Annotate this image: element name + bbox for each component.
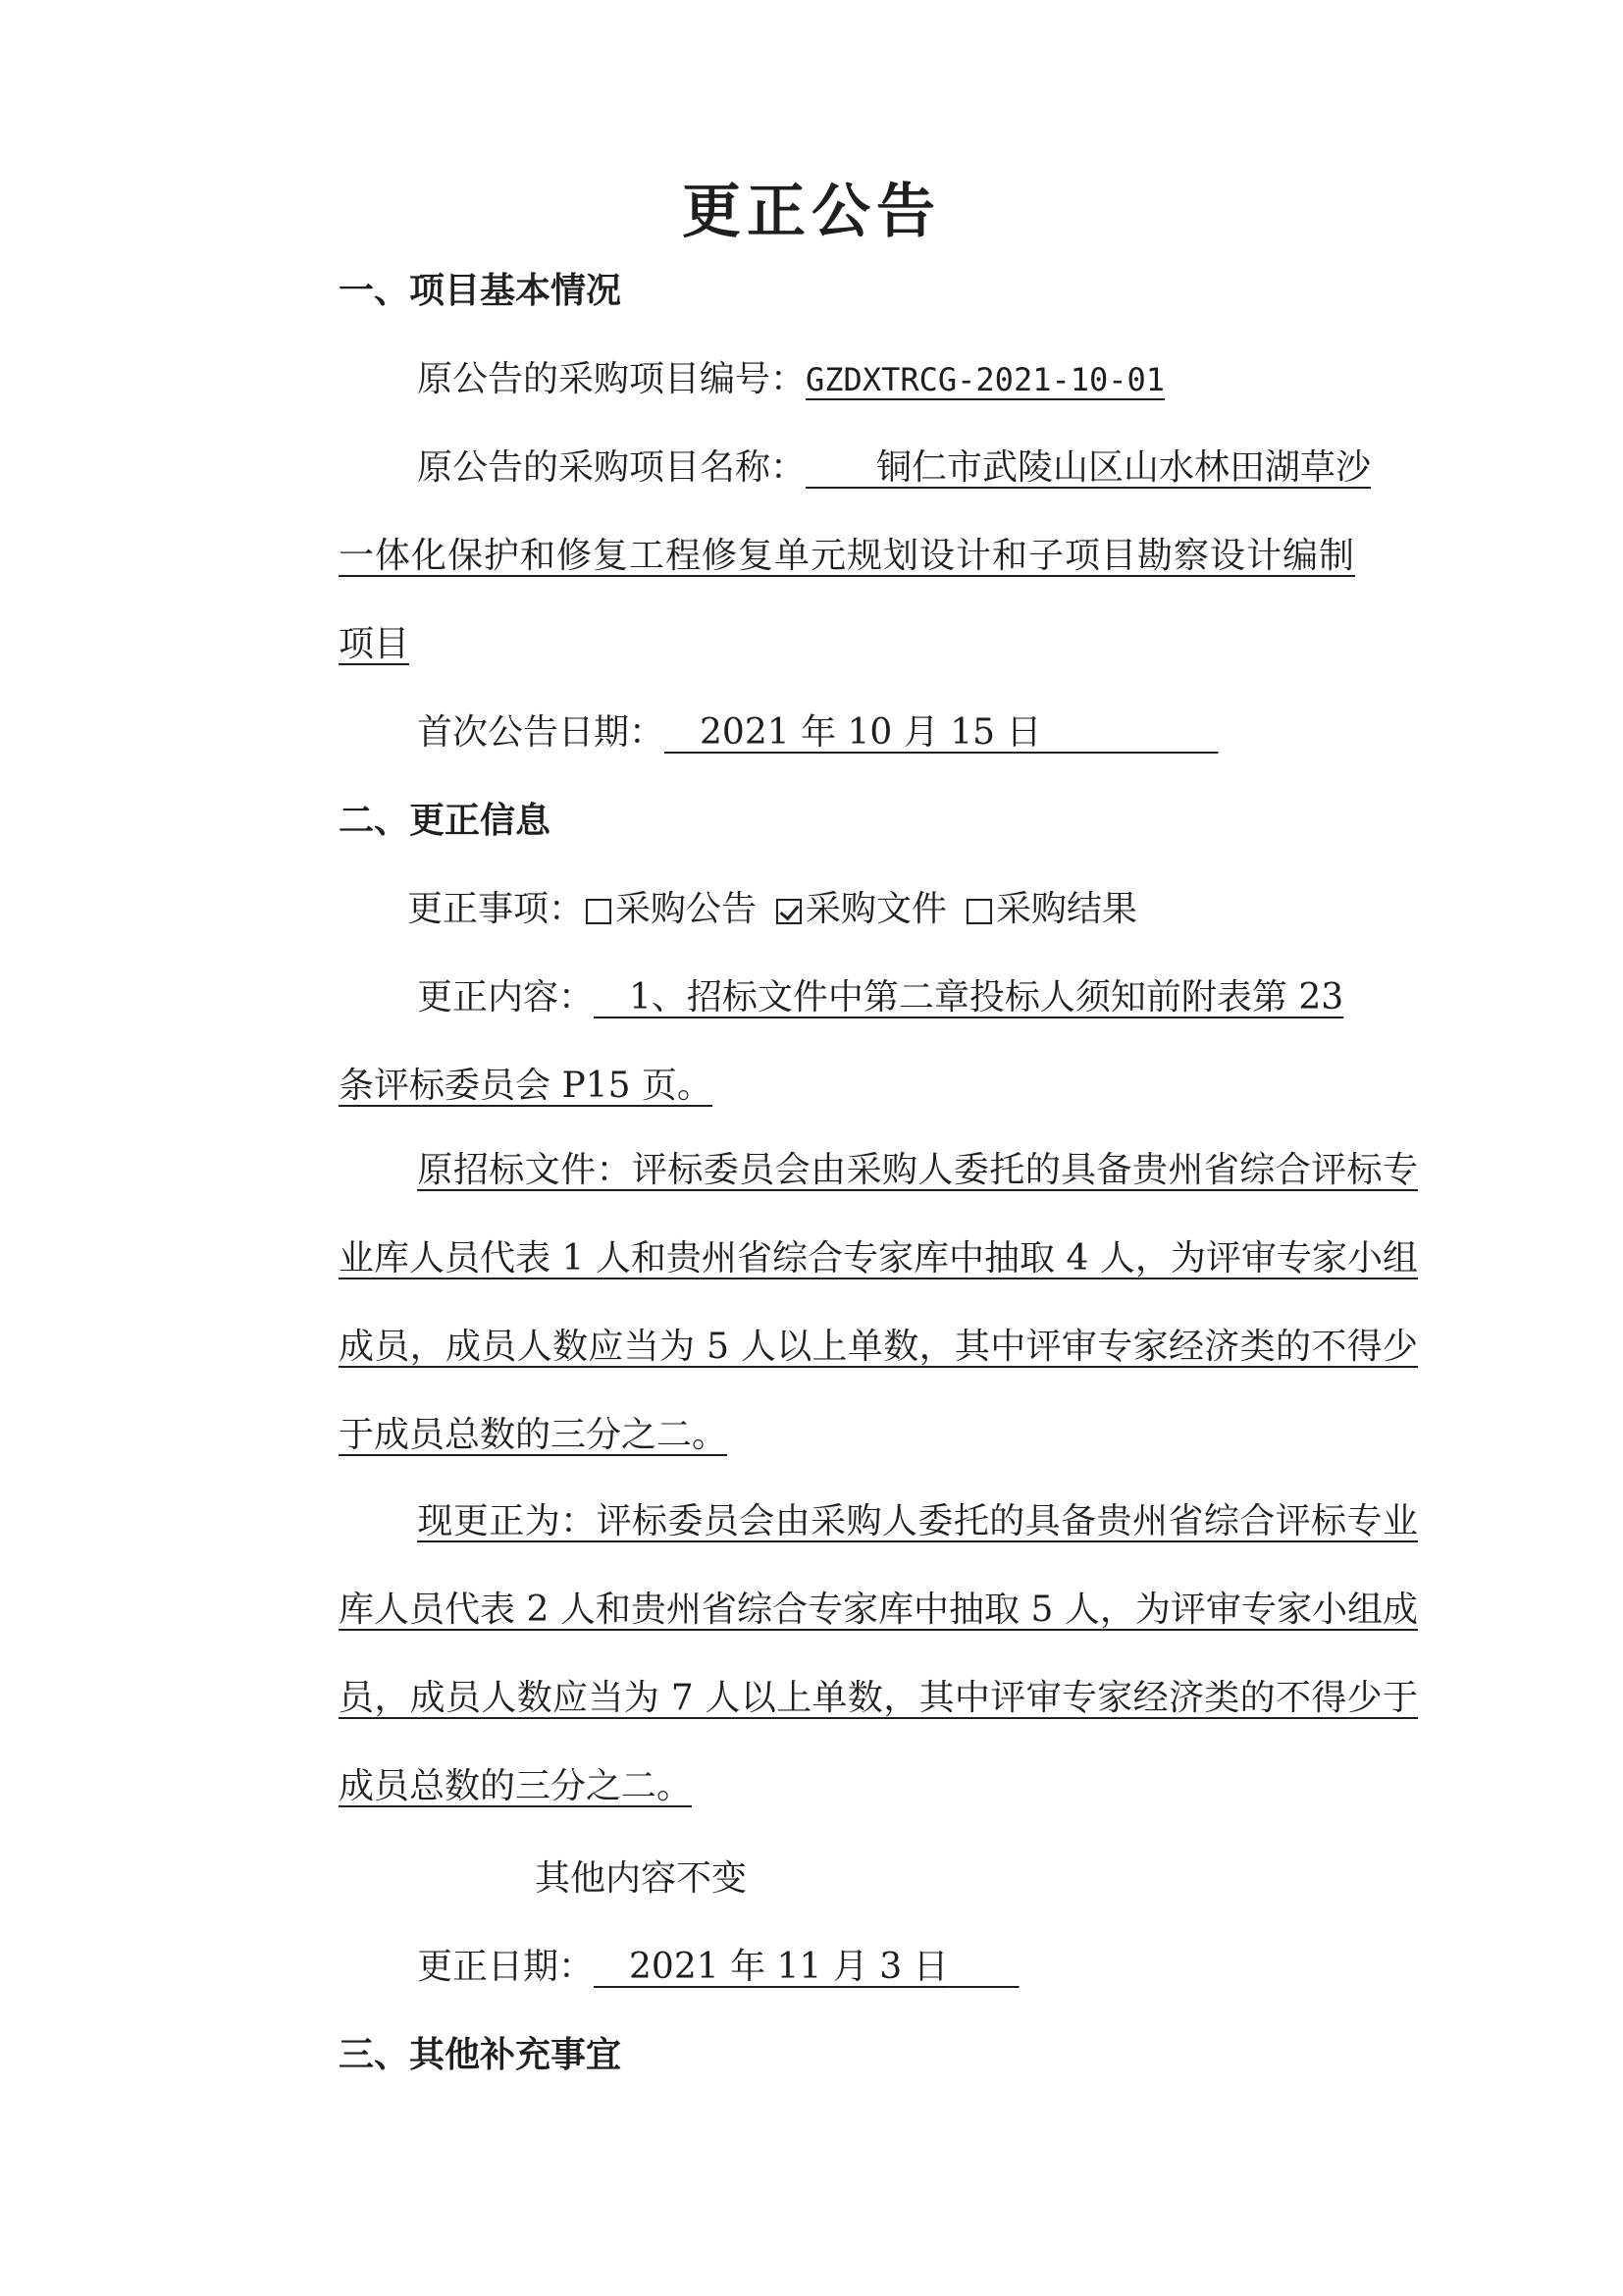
checkbox-purchase-documents[interactable]: [776, 899, 802, 924]
first-date-row: [417, 704, 1218, 755]
item-purchase-result-label: 采购结果: [996, 889, 1138, 929]
correction-date-value: 2021 年 11 月 3 日: [629, 1947, 949, 1987]
correction-items-label: 更正事项：: [407, 889, 585, 929]
original-text-paragraph: [339, 1126, 1418, 1480]
checkbox-purchase-result[interactable]: [967, 899, 992, 924]
correction-date-label: 更正日期：: [417, 1947, 595, 1987]
item-purchase-notice-label: 采购公告: [615, 889, 758, 929]
section-heading-basic-info: 一、项目基本情况: [339, 270, 622, 311]
other-content-unchanged: 其他内容不变: [535, 1858, 748, 1899]
first-date-label: 首次公告日期：: [417, 712, 665, 753]
item-purchase-documents-label: 采购文件: [806, 889, 948, 929]
original-text: 原招标文件：评标委员会由采购人委托的具备贵州省综合评标专业库人员代表 1 人和贵州省综合专家库中抽取 4 人，为评审专家小组成员，成员人数应当为 5 人以上单数，其中评审专家经济类的不得少于成员总数的三分之二。: [339, 1150, 1418, 1455]
document-title: 更正公告: [682, 178, 941, 246]
correction-items-row: [407, 881, 1137, 931]
project-number-row: [417, 351, 1165, 401]
project-name-label: 原公告的采购项目名称：: [417, 447, 807, 488]
project-name-line1: 铜仁市武陵山区山水林田湖草沙: [876, 447, 1372, 488]
correction-content-label: 更正内容：: [417, 977, 595, 1018]
section-heading-correction-info: 二、更正信息: [339, 800, 551, 841]
project-name-line2: 一体化保护和修复工程修复单元规划设计和子项目勘察设计编制: [339, 536, 1356, 576]
corrected-text: 现更正为：评标委员会由采购人委托的具备贵州省综合评标专业库人员代表 2 人和贵州省综合专家库中抽取 5 人，为评审专家小组成员，成员人数应当为 7 人以上单数，其中评审专家经济类的不得少于成员总数的三分之二。: [339, 1501, 1418, 1806]
project-name-line3: 项目: [339, 624, 410, 664]
correction-content-line1: 1、招标文件中第二章投标人须知前附表第 23: [629, 977, 1344, 1018]
correction-content-line2: 条评标委员会 P15 页。: [339, 1066, 712, 1106]
checkbox-purchase-notice[interactable]: [586, 899, 611, 924]
project-number-value: GZDXTRCG-2021-10-01: [806, 361, 1166, 398]
project-name-row: [417, 440, 1371, 490]
corrected-text-paragraph: [339, 1478, 1418, 1831]
first-date-value: 2021 年 10 月 15 日: [700, 712, 1042, 753]
section-heading-other-matters: 三、其他补充事宜: [339, 2034, 622, 2075]
correction-content-row: [417, 969, 1343, 1019]
project-number-label: 原公告的采购项目编号：: [417, 359, 807, 399]
correction-date-row: [417, 1939, 1020, 1989]
